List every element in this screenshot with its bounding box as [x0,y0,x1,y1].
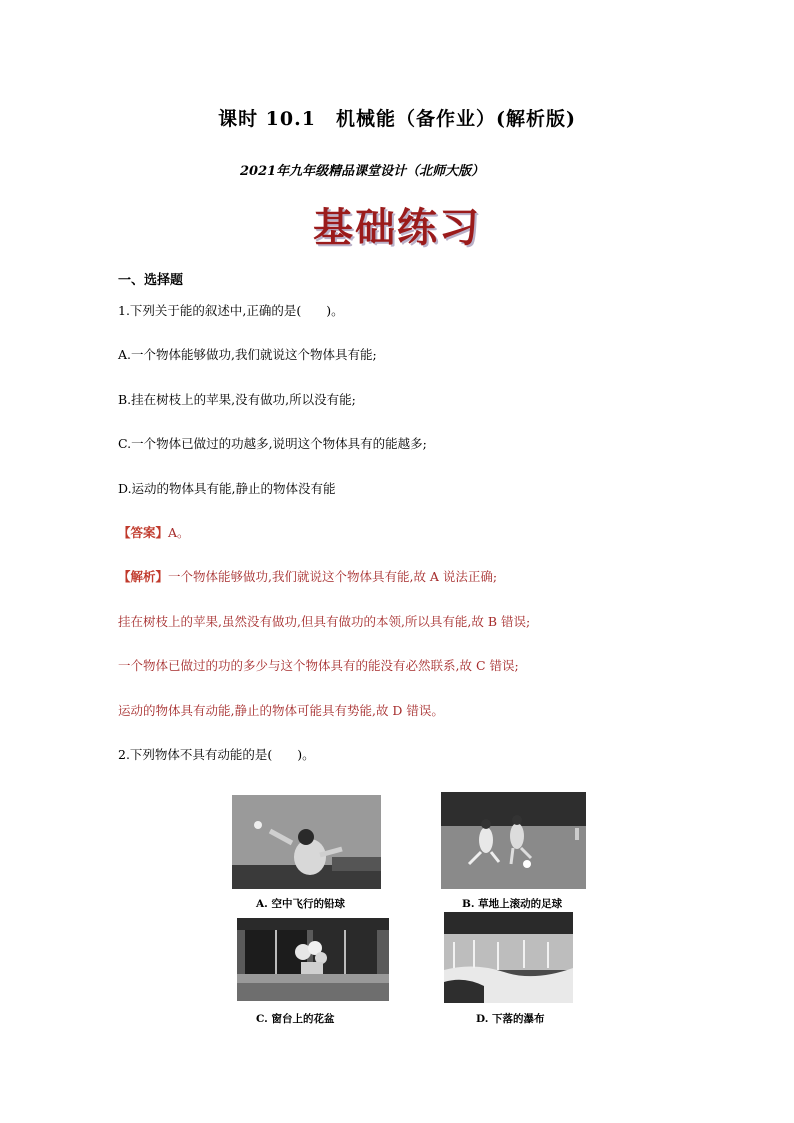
section-heading: 一、选择题 [118,273,184,288]
photo-shot-put [232,795,381,889]
question-1-analysis-line-2: 挂在树枝上的苹果,虽然没有做功,但具有做功的本领,所以具有能,故 B 错误; [118,614,531,629]
section-banner: 基础练习 [313,205,481,251]
photo-waterfall [444,912,573,1003]
question-1-answer [118,523,190,541]
question-1-analysis-line-1 [118,567,497,585]
question-1-analysis-line-3: 一个物体已做过的功的多少与这个物体具有的能没有必然联系,故 C 错误; [118,658,519,673]
question-2-stem: 2.下列物体不具有动能的是( )。 [118,747,315,762]
question-1-option-c: C.一个物体已做过的功越多,说明这个物体具有的能越多; [118,436,427,451]
caption-b: B. 草地上滚动的足球 [462,898,563,910]
photo-flower-pot [237,918,389,1001]
photo-soccer [441,792,586,889]
page-title: 课时 10.1 机械能（备作业）(解析版) [218,108,576,130]
caption-c: C. 窗台上的花盆 [256,1013,335,1025]
analysis-tag: 【解析】 [118,569,169,584]
question-1-stem: 1.下列关于能的叙述中,正确的是( )。 [118,303,344,318]
question-1-option-a: A.一个物体能够做功,我们就说这个物体具有能; [118,347,377,362]
answer-tag: 【答案】 [118,525,169,540]
analysis-text: 一个物体能够做功,我们就说这个物体具有能,故 A 说法正确; [168,569,498,584]
caption-d: D. 下落的瀑布 [476,1013,545,1025]
answer-text: A。 [168,525,190,540]
question-1-option-d: D.运动的物体具有能,静止的物体没有能 [118,481,336,496]
question-1-option-b: B.挂在树枝上的苹果,没有做功,所以没有能; [118,392,356,407]
question-1-analysis-line-4: 运动的物体具有动能,静止的物体可能具有势能,故 D 错误。 [118,703,444,718]
caption-a: A. 空中飞行的铅球 [256,898,345,910]
page-subtitle: 2021年九年级精品课堂设计（北师大版） [240,164,485,179]
